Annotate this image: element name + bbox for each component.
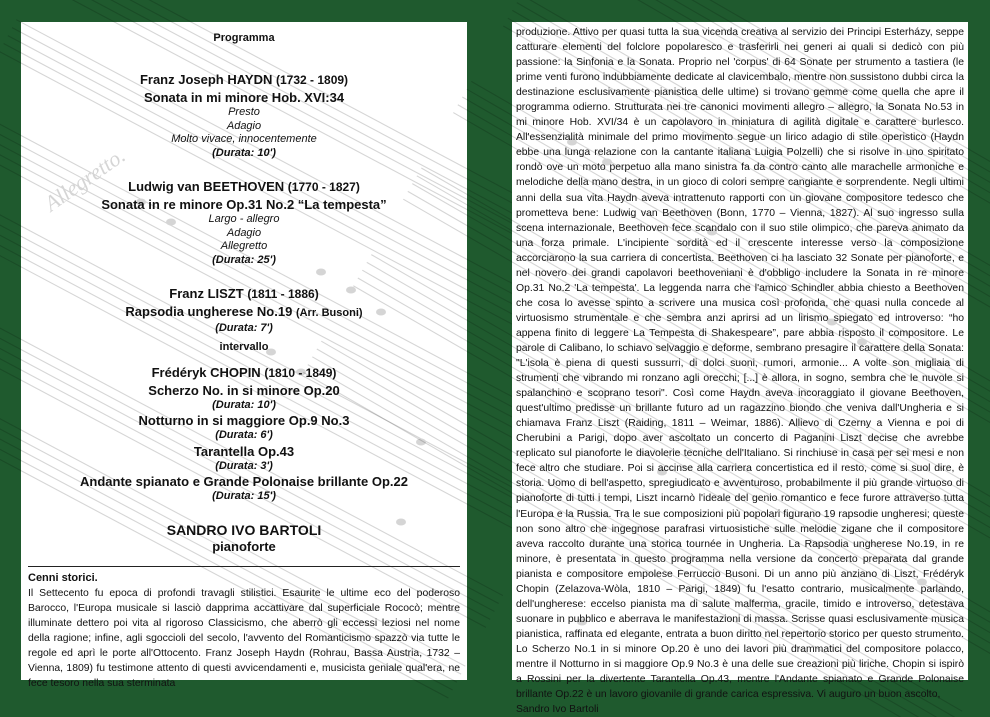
- left-page: [21, 22, 467, 689]
- composer-name: Frédéryk CHOPIN (1810 - 1849): [151, 364, 337, 380]
- notes-paragraph: Il Settecento fu epoca di profondi travagli stilistici. Esaurite le ultime eco del poderoso Barocco, l'Europa musicale si lasciò dapprima accattivare dal superficiale Rococò; mentre illuminate dettero poi vita al rigoroso Classicismo, che aberrò gli eccessi leziosi nel nome della ragione; infine, agli sgoccioli del secolo, l'avvento del Romanticismo spazzò via tutte le regole ed aprì le porte all'Ottocento. Franz Joseph Haydn (Rohrau, Bassa Austria, 1732 – Vienna, 1809) fu testimone attento di questi avvicendamenti e, musicista geniale qual'era, ne fece tesoro nella sua sterminata: [28, 588, 460, 689]
- section-divider: [28, 566, 460, 567]
- program-heading: Programma: [213, 32, 275, 44]
- notes-signature: Sandro Ivo Bartoli: [516, 704, 599, 716]
- movement: Presto: [228, 106, 260, 118]
- duration: (Durata: 6'): [215, 429, 273, 441]
- program-block-haydn: [21, 71, 467, 160]
- composer-name: Ludwig van BEETHOVEN (1770 - 1827): [128, 179, 360, 194]
- notes-paragraph: produzione. Attivo per quasi tutta la sua vicenda creativa al servizio dei Principi Esterházy, seppe catturare elementi del folclore popolaresco e trasferirli nei generi ai quali si dedicò con più passione: la Sinfonia e la Sonata. Proprio nel 'corpus' di 64 Sonate per strumento a tastiera (le prime venti furono indubbiamente dedicate al clavicembalo, mentre non sussistono dubbi circa la destinazione esclusivamente pianistica delle ultime) si trovano gemme come quella che apre il programma odierno. Strutturata nei tre canonici movimenti allegro – allegro, la Sonata No.53 in mi minore Hob. XVI/34 è un capolavoro in miniatura di agilità digitale e carattere burlesco. All'essenzialità minimale del primo movimento segue un lirico adagio di stile operistico (Haydn ebbe una lunga relazione con la cantante italiana Luigia Polzelli) che si risolve in uno spiritato rondò ove un moto perpetuo alla mano sinistra fa da contro canto alle marachelle armoniche e melodiche della mano destra, in un gioco di colori sempre cangiante e sorprendente. Negli ultimi anni della sua vita Haydn aveva intrattenuto rapporti con un giovane compositore tedesco che prometteva bene: Ludwig van Beethoven (Bonn, 1770 – Vienna, 1827). Al suo ingresso sulla scena internazionale, Beethoven fece scandalo con il suo stile olimpico, che pareva animato da una forza primale. L'incipiente sordità ed il crescente interesse verso la composizione accorciarono la sua carriera di concertista. Beethoven ci ha lasciato 32 Sonate per pianoforte, e nel novero dei grandi capolavori beethoveniani è d'obbligo includere la Sonata in re minore Op.31 No.2 'La tempesta'. La leggenda narra che l'amico Schindler abbia chiesto a Beethoven che cosa lo avesse spinto a scrivere una musica così profonda, che quasi nulla concede al virtuosismo strumentale e che sembra anzi aprirsi ad un lirismo spiegato ed introverso: “ho appena finito di leggere La Tempesta di Shakespeare”, pare abbia risposto il compositore. Le parole di Calibano, lo schiavo selvaggio e deforme, sembrano presagire il carattere della Sonata: "L'isola è piena di questi sussurri, di dolci suoni, rumori, armonie... A volte son migliaia di strumenti che vibrando mi ronzano agli orecchi; [...] è allora, in sogno, sembra che le nuvole si spalanchino e scoprano tesori". Così come Haydn aveva incoraggiato il giovane Beethoven, quest'ultimo predisse un brillante futuro ad un ragazzino biondo che veniva dall'Ungheria e si chiamava Franz Liszt (Raiding, 1811 – Weimar, 1886). Allievo di Czerny a Vienna e poi di Cherubini a Parigi, dopo aver ascoltato un concerto di Paganini Liszt decise che avrebbe replicato sul pianoforte le diavolerie tecniche dell'Italiano. Si rinchiuse in casa per sei mesi e non fece altro che studiare. Poi si accinse alla carriera concertistica ed il resto, come si suol dire, è storia. Uomo di bell'aspetto, spregiudicato e avventuroso, probabilmente il più grande virtuoso di pianoforte di tutti i tempi, Liszt incarnò l'ideale del genio romantico e fece furore attraverso tutta l'Europa e la Russia. Tra le sue composizioni più popolari figurano 19 rapsodie ungheresi; queste non sono altro che ingegnose parafrasi virtuosistiche sulle melodie zigane che il compositore aveva raccolto durante una storica tournée in Ungheria. La Rapsodia ungherese No.19, in re minore, è presentata in questo programma nella versione da concerto preparata dal grande pianista e compositore empolese Ferruccio Busoni. Di un anno più anziano di Liszt, Frédéryk Chopin (Zelazova-Wòla, 1810 – Parigi, 1849) fu l'esatto contrario, musicalmente parlando, dell'ungherese: eccelso pianista ma di salute malferma, gracile, timido e introverso, detestava suonare in pubblico e aberrava le manifestazioni di massa. Scrisse quasi esclusivamente musica pianistica, raffinata ed elegante, entrata a buon diritto nel repertorio storico per questo strumento. Lo Scherzo No.1 in si minore Op.20 è uno dei lavori più drammatici del compositore polacco, mentre il Notturno in si maggiore Op.9 No.3 è una delle sue creazioni più liriche. Chopin si ispirò a Rossini per la divertente Tarantella Op.43, mentre l'Andante spianato e Grande Polonaise brillante Op.22 è un lavoro giovanile di grande carica espressiva. Vi auguro un buon ascolto,: [516, 27, 964, 701]
- right-page: [512, 22, 968, 716]
- work-title: Andante spianato e Grande Polonaise brillante Op.22: [80, 474, 408, 489]
- performer-name: SANDRO IVO BARTOLI: [166, 521, 322, 538]
- tempo-marking: Allegretto.: [39, 142, 130, 217]
- notes-title: Cenni storici.: [28, 572, 98, 584]
- movement: Molto vivace, innocentemente: [171, 133, 317, 145]
- movement: Allegretto: [220, 240, 268, 252]
- duration: (Durata: 3'): [215, 459, 273, 472]
- interval-label: intervallo: [219, 340, 269, 353]
- duration: (Durata: 7'): [215, 322, 273, 334]
- duration: (Durata: 10'): [212, 146, 276, 159]
- composer-name: Franz LISZT (1811 - 1886): [169, 286, 319, 301]
- historical-notes-left: [28, 571, 460, 691]
- movement: Adagio: [226, 226, 262, 239]
- movement: Largo - allegro: [208, 213, 280, 225]
- program-block-liszt: [21, 285, 467, 336]
- duration: (Durata: 25'): [212, 253, 276, 266]
- work-title: Sonata in re minore Op.31 No.2 “La tempesta”: [101, 197, 387, 212]
- work-title: Sonata in mi minore Hob. XVI:34: [143, 90, 345, 105]
- duration: (Durata: 15'): [212, 490, 276, 502]
- work-title: Scherzo No. in si minore Op.20: [148, 382, 340, 398]
- work-title: Notturno in si maggiore Op.9 No.3: [138, 413, 350, 428]
- duration: (Durata: 10'): [212, 398, 276, 411]
- program-block-chopin: [21, 364, 467, 504]
- work-title: Tarantella Op.43: [193, 443, 295, 459]
- program: [21, 32, 467, 555]
- performer-instrument: pianoforte: [212, 538, 276, 554]
- movement: Adagio: [226, 119, 262, 132]
- program-block-beethoven: [21, 178, 467, 267]
- work-title: Rapsodia ungherese No.19 (Arr. Busoni): [125, 304, 363, 319]
- composer-name: Franz Joseph HAYDN (1732 - 1809): [139, 72, 349, 87]
- historical-notes-right: [516, 25, 964, 717]
